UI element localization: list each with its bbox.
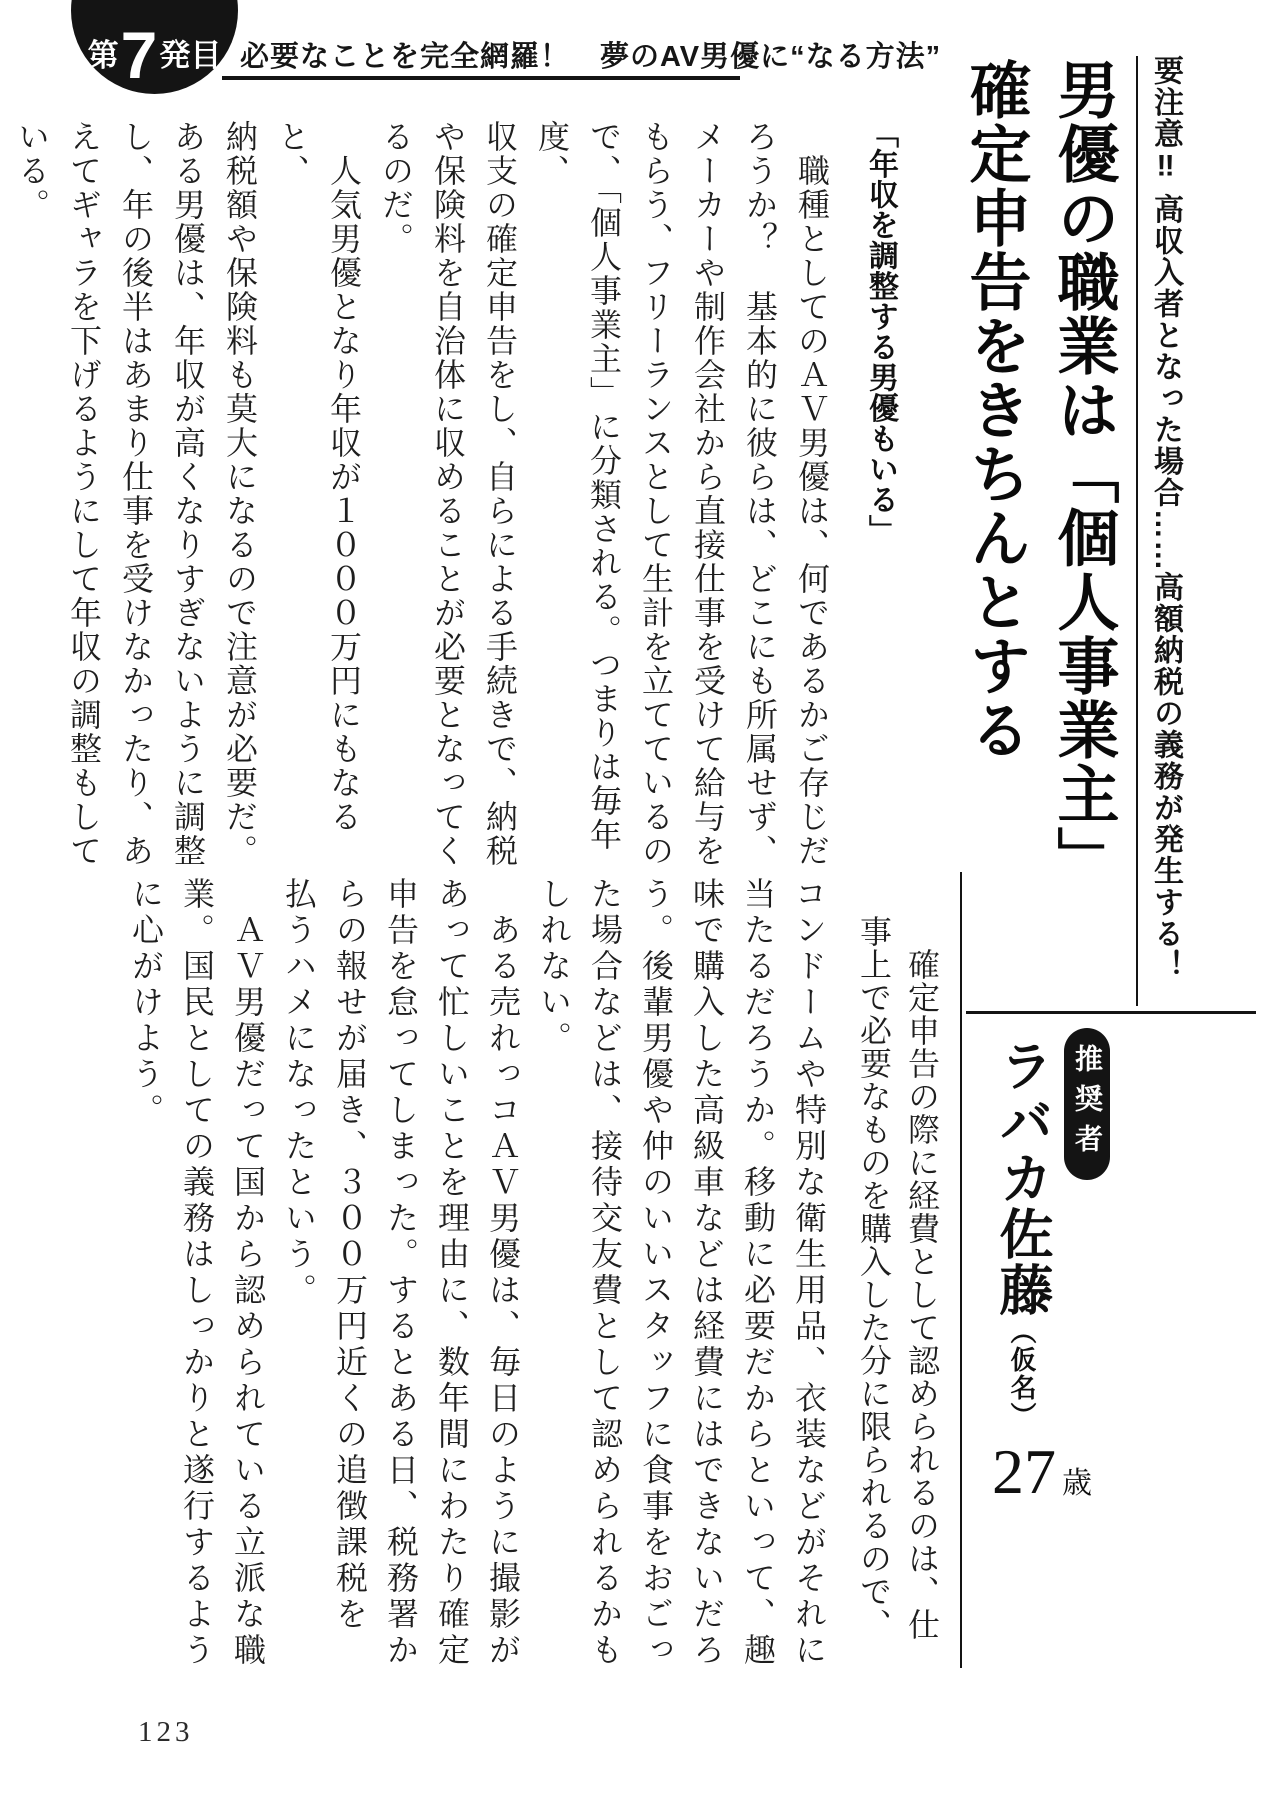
- role-badge: 推奨者: [1064, 1028, 1110, 1180]
- body-text-column: し、年の後半はあまり仕事を受けなかったり、あ: [118, 120, 154, 868]
- body-text-column: 納税額や保険料も莫大になるので注意が必要だ。: [222, 120, 258, 868]
- body-text-column: しれない。: [536, 877, 572, 1057]
- credit-divider-rule: [966, 1011, 1256, 1014]
- body-text-column: あって忙しいことを理由に、数年間にわたり確定: [434, 877, 470, 1669]
- main-title-line: 確定申告をきちんとする: [960, 58, 1028, 762]
- credit-name-line: [992, 1038, 1052, 1458]
- body-text-column: コンドームや特別な衛生用品、衣装などがそれに: [791, 877, 827, 1669]
- chapter-number: 7: [120, 18, 158, 92]
- credit-name-note: （仮名）: [1007, 1318, 1037, 1430]
- chapter-badge-text: [71, 20, 238, 94]
- credit-left-rule: [960, 872, 962, 1668]
- body-text-column: えてギャラを下げるようにして年収の調整もして: [66, 120, 102, 868]
- body-text-column: 収支の確定申告をし、自らによる手続きで、納税: [482, 120, 518, 868]
- body-text-column: 事上で必要なものを購入した分に限られるので、: [856, 915, 892, 1641]
- body-text-column: 当たるだろうか。移動に必要だからといって、趣: [740, 877, 776, 1669]
- credit-age-number: 27: [992, 1436, 1056, 1507]
- chapter-prefix: 第: [87, 37, 119, 73]
- section-subhead: 「年収を調整する男優もいる」: [864, 118, 897, 545]
- body-text-column: ろうか？ 基本的に彼らは、どこにも所属せず、: [742, 120, 778, 868]
- body-text-column: るのだ。: [378, 120, 414, 256]
- body-text-column: う。後輩男優や仲のいいスタッフに食事をおごっ: [638, 877, 674, 1669]
- credit-age: [992, 1436, 1092, 1507]
- body-block-top: [14, 120, 838, 890]
- body-text-column: 申告を怠ってしまった。するとある日、税務署か: [383, 877, 419, 1669]
- body-text-column: 業。国民としての義務はしっかりと遂行するよう: [179, 877, 215, 1669]
- body-text-column: に心がけよう。: [128, 877, 164, 1129]
- credit-name: ラバカ佐藤: [992, 1038, 1052, 1318]
- body-block-bottom-right: [850, 915, 946, 1685]
- kicker-text: 要注意‼ 高収入者となった場合……高額納税の義務が発生する！: [1149, 55, 1182, 982]
- body-text-column: いる。: [14, 120, 50, 222]
- body-text-column: ＡＶ男優だって国から認められている立派な職: [230, 877, 266, 1669]
- body-text-column: もらう、フリーランスとして生計を立てているの: [638, 120, 674, 868]
- body-text-column: 確定申告の際に経費として認められるのは、仕: [904, 915, 940, 1641]
- body-text-column: らの報せが届き、３００万円近くの追徴課税を: [332, 877, 368, 1633]
- body-text-column: 人気男優となり年収が１０００万円にもなると、: [274, 120, 362, 834]
- page-number: 123: [138, 1716, 194, 1748]
- body-text-column: で、「個人事業主」に分類される。つまりは毎年度、: [534, 120, 622, 852]
- main-title-line: 男優の職業は「個人事業主」: [1048, 58, 1116, 890]
- body-text-column: ある売れっコＡＶ男優は、毎日のように撮影が: [485, 877, 521, 1669]
- body-text-column: 払うハメになったという。: [281, 877, 317, 1309]
- main-title: [950, 58, 1126, 918]
- body-text-column: 職種としてのＡＶ男優は、何であるかご存じだ: [794, 120, 830, 868]
- body-text-column: や保険料を自治体に収めることが必要となってく: [430, 120, 466, 868]
- chapter-suffix: 発目: [159, 37, 222, 73]
- header-strip-text: 必要なことを完全網羅！ 夢のAV男優に“なる方法”: [240, 41, 942, 73]
- body-text-column: メーカーや制作会社から直接仕事を受けて給与を: [690, 120, 726, 868]
- body-text-column: ある男優は、年収が高くなりすぎないように調整: [170, 120, 206, 868]
- body-text-column: た場合などは、接待交友費として認められるかも: [587, 877, 623, 1669]
- kicker-divider-rule: [1136, 56, 1138, 1006]
- body-block-bottom-left: [116, 877, 834, 1677]
- credit-age-unit: 歳: [1062, 1467, 1092, 1500]
- chapter-badge: [71, 0, 238, 94]
- header-underline: [222, 76, 740, 80]
- body-text-column: 味で購入した高級車などは経費にはできないだろ: [689, 877, 725, 1669]
